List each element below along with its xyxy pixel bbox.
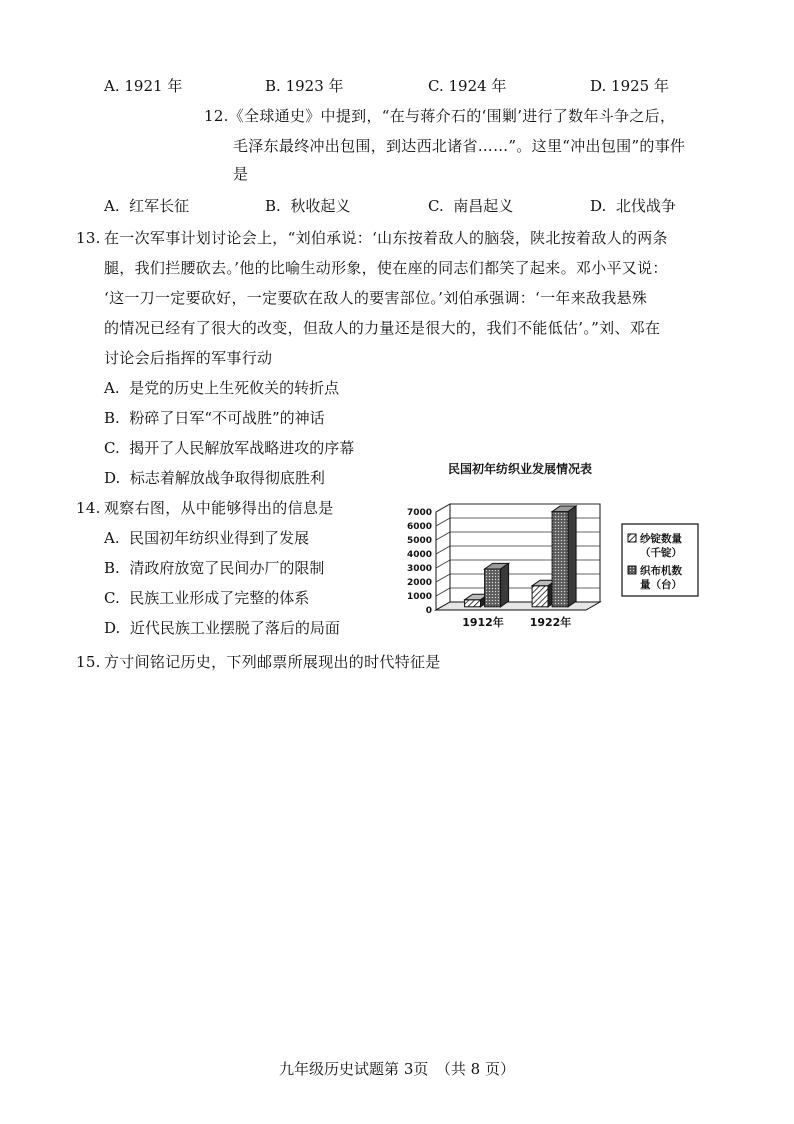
chart-legend-label: 织布机数 [640,565,682,577]
chart-y-tick-label: 0 [425,606,432,616]
textile-chart [390,486,710,636]
q11-option-c: C. 1924 年 [428,77,507,95]
q12-option-c: C. 南昌起义 [428,197,514,215]
chart-y-tick-label: 7000 [406,508,432,518]
legend-swatch-spindles [628,534,636,542]
chart-x-tick-label: 1912年 [462,616,504,629]
q13-line-5: 讨论会后指挥的军事行动 [104,349,273,367]
q15-stem: 方寸间铭记历史，下列邮票所展现出的时代特征是 [104,653,441,671]
q14-option-a: A. 民国初年纺织业得到了发展 [104,529,310,547]
chart-legend-label: 量（台） [640,579,682,591]
chart-x-tick-label: 1922年 [529,616,572,629]
q11-option-a: A. 1921 年 [104,77,183,95]
q12-option-d: D. 北伐战争 [590,197,676,215]
q14-option-b: B. 清政府放宽了民间办厂的限制 [104,559,325,577]
q11-option-d: D. 1925 年 [590,77,669,95]
q11-option-b: B. 1923 年 [265,77,344,95]
chart-y-tick-label: 3000 [406,564,432,574]
page-footer: 九年级历史试题第 3页 （共 8 页） [279,1060,515,1078]
q13-line-2: 腿，我们拦腰砍去。’他的比喻生动形象，使在座的同志们都笑了起来。邓小平又说： [104,259,668,277]
chart-bar-front [552,512,568,607]
q12-line-1: 12.《全球通史》中提到，“在与蒋介石的‘围剿’进行了数年斗争之后， [204,107,676,125]
q15-number: 15. [76,653,101,671]
q14-stem: 观察右图，从中能够得出的信息是 [104,499,334,517]
chart-bar-front [485,569,501,607]
chart-bar [485,563,509,606]
q13-number: 13. [76,229,101,247]
chart-legend-label: 纱锭数量 [640,533,682,545]
chart-legend [622,524,698,596]
chart-bar-side [568,506,576,607]
q12-option-a: A. 红军长征 [104,197,190,215]
chart-side-wall [436,504,450,610]
q13-option-b: B. 粉碎了日军“不可战胜”的神话 [104,409,325,427]
q13-option-c: C. 揭开了人民解放军战略进攻的序幕 [104,439,355,457]
q13-option-d: D. 标志着解放战争取得彻底胜利 [104,469,325,487]
chart-bar-front [465,600,481,607]
chart-bar-front [532,586,548,607]
chart-y-tick-label: 5000 [406,536,432,546]
q13-line-1: 在一次军事计划讨论会上，“刘伯承说：‘山东按着敌人的脑袋，陕北按着敌人的两条 [104,229,668,247]
q12-line-3: 是 [233,165,249,183]
chart-y-tick-label: 1000 [406,592,432,602]
q13-line-3: ‘这一刀一定要砍好，一定要砍在敌人的要害部位。’刘伯承强调：‘一年来敌我悬殊 [104,289,648,307]
q13-line-4: 的情况已经有了很大的改变，但敌人的力量还是很大的，我们不能低估’。”刘、邓在 [104,319,661,337]
chart-y-tick-label: 4000 [406,550,432,560]
q13-option-a: A. 是党的历史上生死攸关的转折点 [104,379,340,397]
chart-title: 民国初年纺织业发展情况表 [448,462,593,476]
chart-back-wall [450,504,600,602]
chart-y-tick-label: 2000 [406,578,432,588]
q14-option-d: D. 近代民族工业摆脱了落后的局面 [104,619,340,637]
q14-option-c: C. 民族工业形成了完整的体系 [104,589,310,607]
q14-number: 14. [76,499,101,517]
chart-bar [552,506,576,607]
q12-line-2: 毛泽东最终冲出包围，到达西北诸省……”。这里“冲出包围”的事件 [233,137,686,155]
q12-option-b: B. 秋收起义 [265,197,351,215]
chart-floor [436,602,600,610]
chart-legend-label: （千锭） [640,547,682,559]
legend-swatch-looms [628,566,636,574]
chart-bar-side [501,563,509,606]
chart-y-tick-label: 6000 [406,522,432,532]
